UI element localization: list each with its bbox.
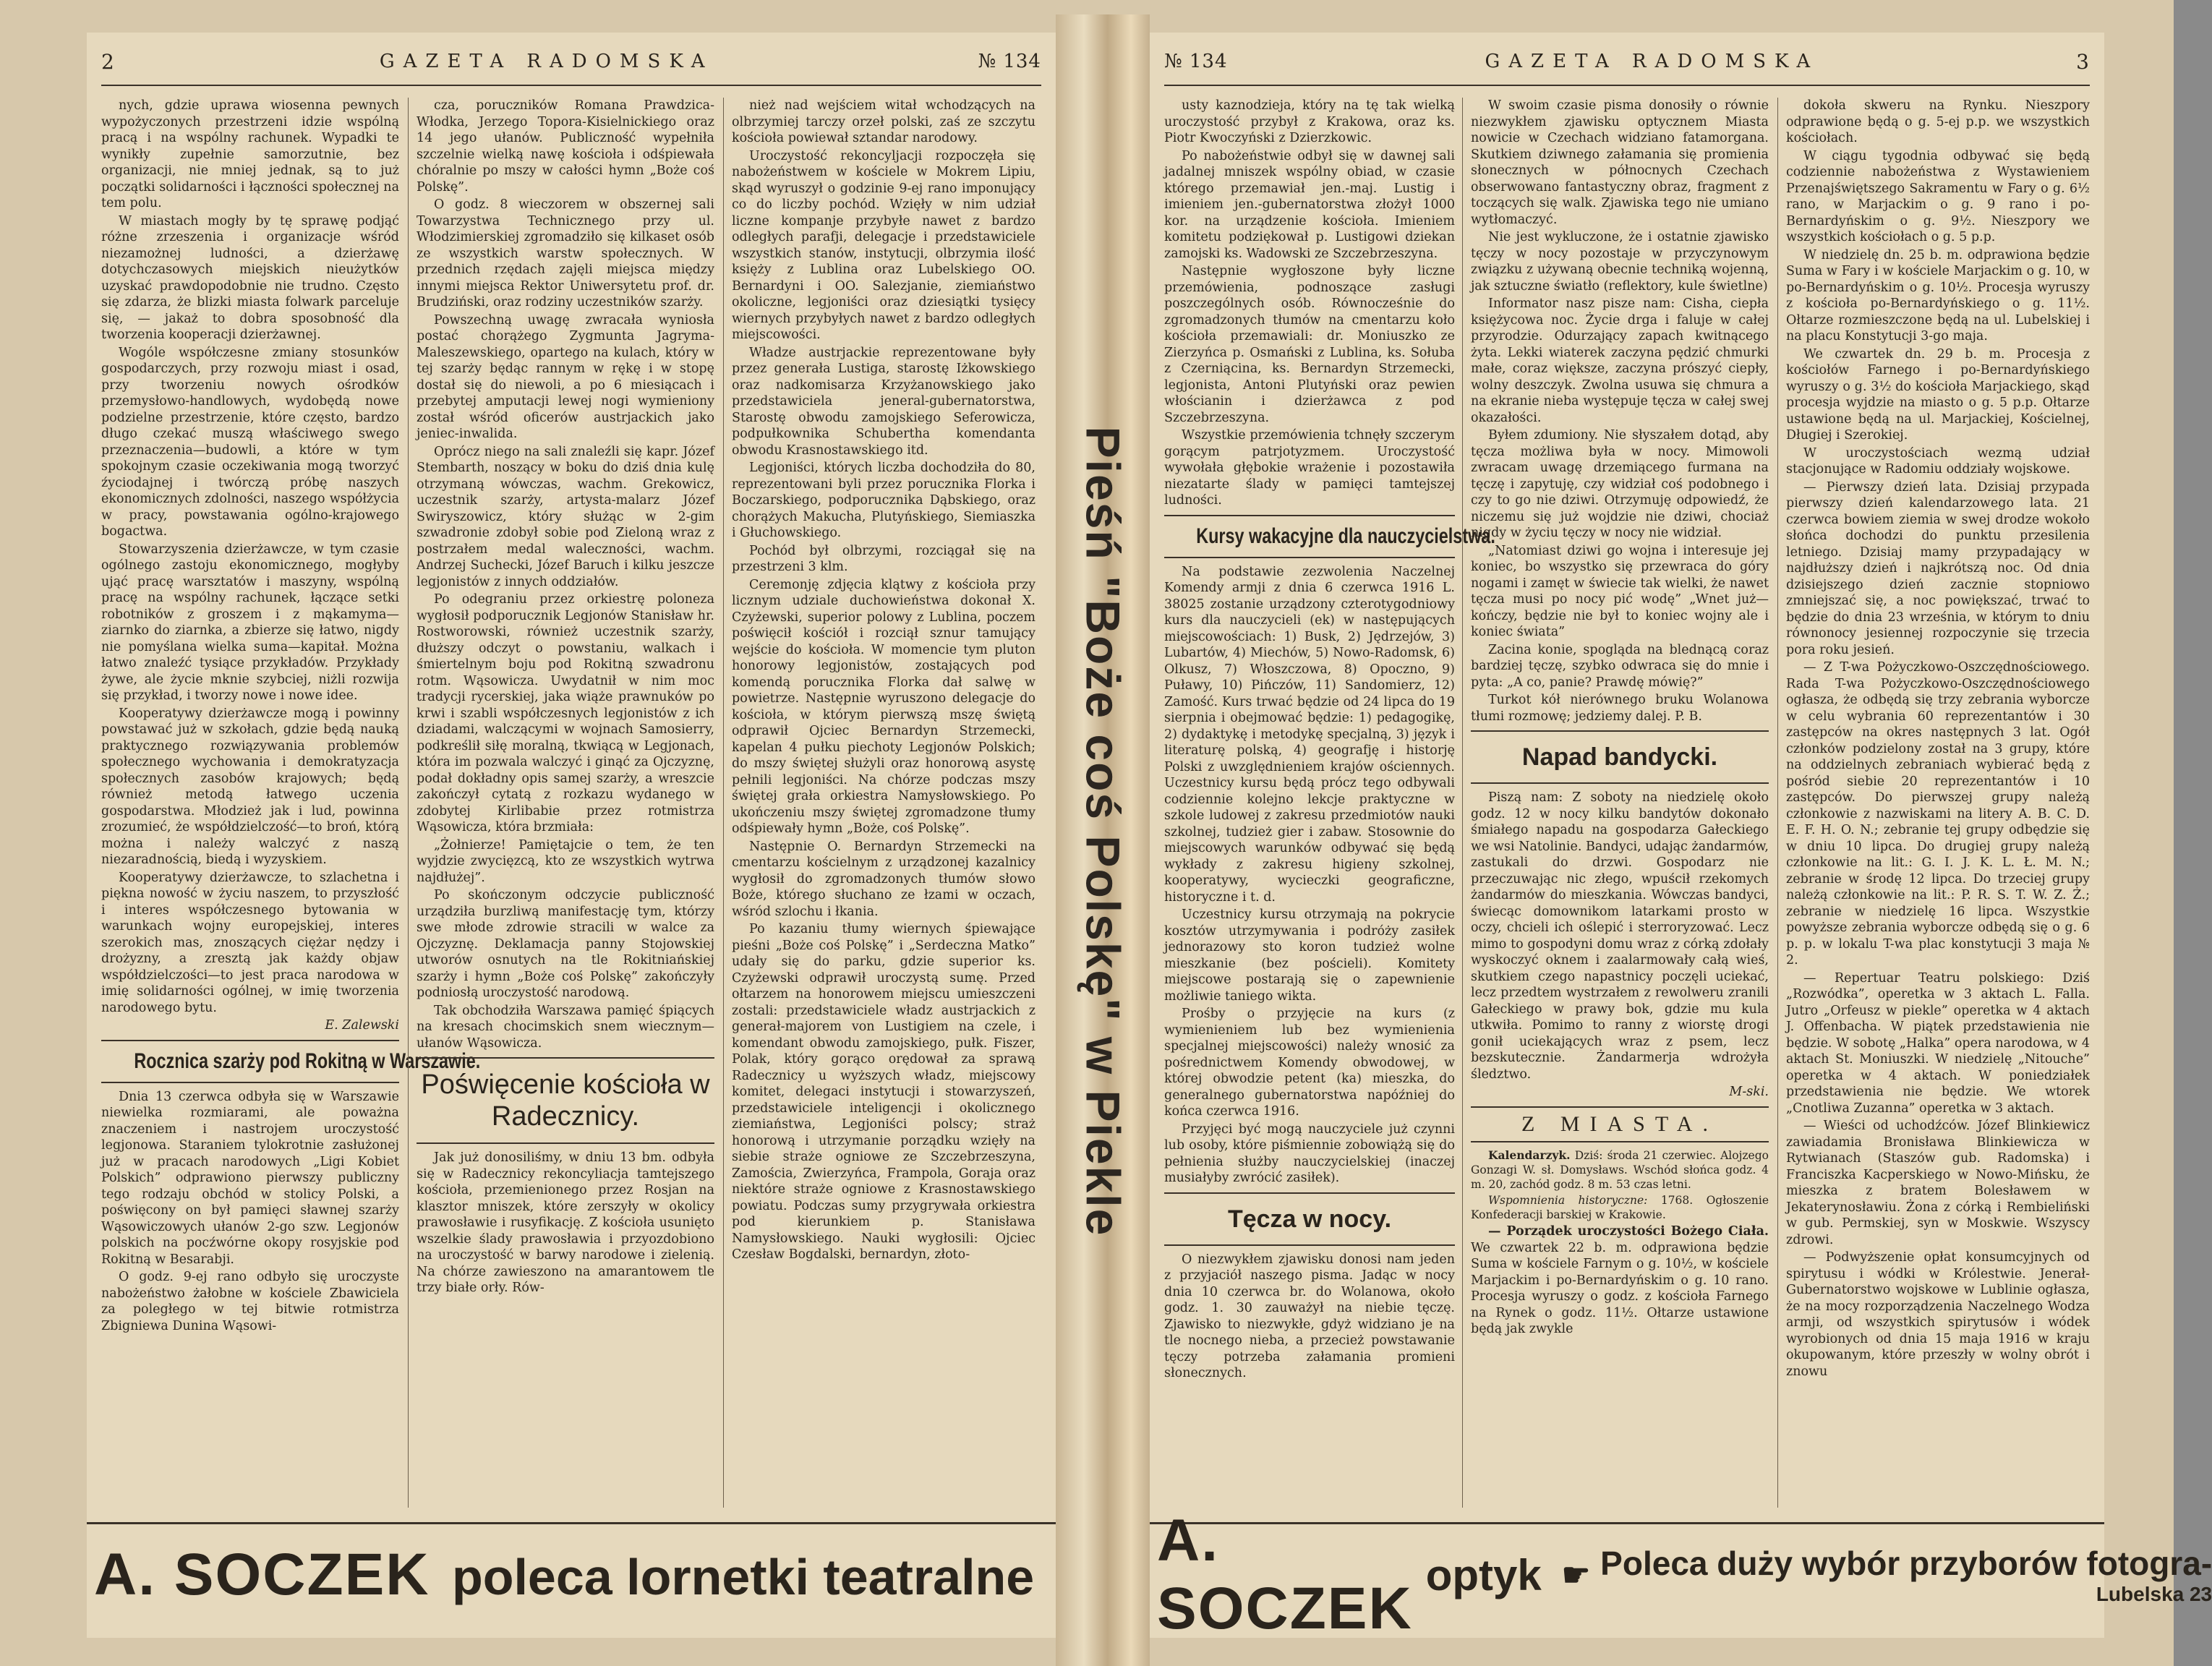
article-paragraph: Po skończonym odczycie publiczność urządziła burzliwą manifestację tym, którzy swe młode zdrowie stracili w walce za Ojczyznę. Deklamacja panny Stojowskiej utworów osnutych na tle Rokitniańskiej szarży i hymn „Boże coś Polskę” zakończyły podniosłą uroczystość narodową. <box>417 888 714 1000</box>
right-column-3 <box>1786 98 2090 1508</box>
article-divider <box>1471 730 1769 732</box>
article-paragraph: „Natomiast dziwi go wojna i interesuje jej koniec, bo wszystko się przewraca do góry nogami i zamęt w świecie tak wielki, że nawet tęcza musi po nocy pić wodę” „Wnet już—kończy, będzie nie był to koniec wojny ale i koniec świata” <box>1471 543 1769 639</box>
column-rule <box>408 98 409 1508</box>
article-divider <box>1471 782 1769 784</box>
article-signature: E. Zalewski <box>325 1018 399 1033</box>
article-paragraph: Następnie wygłoszone były liczne przemówienia, podnoszące zasługi poszczególnych osób. Równocześnie do zgromadzonych tłumów na cmentarzu koło kościoła przemawiali: dr. Moniuszko ze Zierzyńca p. Osmański z Lublina, ks. Sołuba z Czerniącina, ks. Bernardyn Strzemecki, legjonista, Antoni Plutyński oraz pewien włościanin i dzierżawca z pod Szczebrzeszyna. <box>1164 264 1455 425</box>
news-item <box>1471 1223 1769 1338</box>
article-paragraph: O niezwykłem zjawisku donosi nam jeden z przyjaciół naszego pisma. Jadąc w nocy dnia 10 czerwca br. do Wolanowa, około godz. 1. 30 zauważył na niebie tęczę. Zjawisko to niezwykłe, gdyż widziano je na tle nocnego nieba, a przecież powstawanie tęczy potrzeba załamania promieni słonecznych. <box>1164 1252 1455 1380</box>
column-rule <box>1462 98 1463 1508</box>
article-paragraph: Uczestnicy kursu otrzymają na pokrycie kosztów utrzymywania i podróży zasiłek jednorazowy sto koron tudzież wolne mieszkanie (bez pościeli). Komitety miejscowe postarają się o zapewnienie możliwie taniego wikta. <box>1164 907 1455 1004</box>
left-column-2 <box>417 98 714 1508</box>
advertisement-text: optyk <box>1425 1550 1542 1599</box>
article-paragraph: — Pierwszy dzień lata. Dzisiaj przypada pierwszy dzień kalendarzowego lata. 21 czerwca bowiem ziemia w swej drodze wokoło słońca dochodzi do punktu przesilenia letniego. Dzisiaj mamy przypadający w najdłuższy dzień i najkrótszą noc. Od dnia dzisiejszego dzień zacznie stopniowo zmniejszać się, a noc powiększać, trwać to będzie do dnia 23 września, w którym to dniu równonocy jesiennej rozpoczynie się trzecia pora roku jesień. <box>1786 479 2090 657</box>
right-column-2 <box>1471 98 1769 1508</box>
article-paragraph: W niedzielę dn. 25 b. m. odprawiona będzie Suma w Fary i w kościele Marjackim o g. 10, w po-Bernardyńskim o g. 10½. Procesja wyruszy z kościoła po-Bernardyńskiego o g. 11½. Ołtarze rozmieszczone będą na ul. Lubelskiej i na placu Konstytucji 3-go maja. <box>1786 247 2090 343</box>
article-paragraph: We czwartek dn. 29 b. m. Procesja z kościołów Farnego i po-Bernardyńskiego wyruszy o g. 3½ do kościoła Marjackiego, skąd procesja wyjdzie na miasto o g. 5 p.p. Ołtarze ustawione będą na ul. Marjackiej, Kościelnej, Długiej i Szerokiej. <box>1786 346 2090 443</box>
article-headline: Rocznica szarży pod Rokitną w Warszawie. <box>134 1048 481 1073</box>
history-note <box>1471 1193 1769 1222</box>
article-paragraph: Dnia 13 czerwca odbyła się w Warszawie niewielka rozmiarami, ale poważna znaczeniem i nastrojem uroczystość legjonowa. Staraniem tylokrotnie zasłużonej już w pracach narodowych „Ligi Kobiet Polskich” odprawiono pierwszy publiczny tego rodzaju obchód w stolicy Polski, a poświęcony on był pamięci sławnej szarży Wąsowiczowych ułanów 2-go szw. Legjonów polskich na pocźwórne okopy rosyjskie pod Rokitną w Besarabji. <box>101 1089 399 1267</box>
article-paragraph: Jak już donosiliśmy, w dniu 13 bm. odbyła się w Radecznicy rekoncyliacja tamtejszego kościoła, przemienionego przez Rosjan na klasztor mniszek, które zerszyły w okolicy prawosławie i rusyfikację. Z kościoła usunięto wszelkie ślady prawosławia i przyozdobiono na uroczystość w barwy narodowe i zielenią. Na chórze zawieszono na amarantowem tle trzy białe orły. Rów- <box>417 1150 714 1295</box>
article-headline: Tęcza w nocy. <box>1227 1205 1392 1233</box>
article-paragraph: — Repertuar Teatru polskiego: Dziś „Rozwódka”, operetka w 3 aktach L. Falla. Jutro „Orfeusz w piekle” operetka w 4 aktach J. Offenbacha. W piątek przedstawienia nie będzie. W sobotę „Halka” opera narodowa, w 4 aktach St. Moniuszki. W niedzielę „Nitouche” operetka w 4 aktach. W poniedziałek przedstawienia nie będzie. We wtorek „Cnotliwa Zuzanna” operetka w 3 aktach. <box>1786 970 2090 1116</box>
header-rule <box>1164 85 2090 86</box>
right-page <box>1150 33 2212 1641</box>
article-paragraph: Kooperatywy dzierżawcze mogą i powinny powstawać już w szkołach, gdzie będą nauką praktycznego rozwiązywania problemów społecznego wychowania i demokratyzacja społecznych zasobów krajowych; będą również metodą łatwego uczenia gospodarstwa. Młodzież jak i lud, powinna zrozumieć, że współdzielczość—to broń, którą można i należy walczyć z naszą niezaradnością, biedą i wyzyskiem. <box>101 706 399 867</box>
advertiser-name: A. SOCZEK <box>1157 1508 1413 1641</box>
article-paragraph: Turkot kół nierównego bruku Wolanowa tłumi rozmowę; jedziemy dalej. P. B. <box>1471 693 1769 724</box>
article-paragraph: Byłem zdumiony. Nie słyszałem dotąd, aby tęcza możliwa była w nocy. Mimowoli zwracam uwagę drzemiącego furmana na tęczę i zapytuję, czy widział coś podobnego i czy to go nie dziwi. Otrzymuję odpowiedź, że niczemu się już wojdzie nie dziwi, chociaż nigdy w życiu tęczy w nocy nie widział. <box>1471 428 1769 540</box>
article-paragraph: nież nad wejściem witał wchodzących na olbrzymiej tarczy orzeł polski, zaś ze szczytu kościoła powiewał sztandar narodowy. <box>732 98 1035 145</box>
spine-text: Pieśń "Boże coś Polskę" w Piekle <box>1076 426 1130 1237</box>
article-paragraph: Na podstawie zezwolenia Naczelnej Komendy armji z dnia 6 czerwca 1916 L. 38025 zostanie urządzony czterotygodniowy kurs dla nauczycieli (ek) w następujących miejscowościach: 1) Busk, 2) Jędrzejów, 3) Lubartów, 4) Miechów, 5) Nowo-Radomsk, 6) Olkusz, 7) Włoszczowa, 8) Opoczno, 9) Puławy, 10) Pińczów, 11) Sandomierz, 12) Zamość. Kurs trwać będzie od 24 lipca do 19 sierpnia i obejmować będzie: 1) pedagogikę, 2) dydaktykę i metodykę specjalną, 3) język i literaturę polską, 4) geografję i historję Polski z uwzględnieniem krajów ościennych. Uczestnicy kursu będą prócz tego odbywali codziennie kolejno lekcje praktyczne w szkole ludowej z zakresu przedmiotów nauki szkolnej, tudzież gier i zabaw. Stosownie do miejscowych warunków odbywać się będą wykłady z zakresu higieny szkolnej, kooperatywy, wycieczki geograficzne, historyczne i t. d. <box>1164 564 1455 905</box>
page-number: 2 <box>101 49 115 74</box>
article-paragraph: Przyjęci być mogą nauczyciele już czynni lub osoby, które piśmiennie zobowiążą się do pełnienia służby nauczycielskiej (inaczej musiałyby zwrócić zasiłek). <box>1164 1122 1455 1185</box>
article-paragraph: Piszą nam: Z soboty na niedzielę około godz. 12 w nocy kilku bandytów dokonało śmiałego napadu na gospodarza Gałeckiego we wsi Natolinie. Bandyci, udając żandarmów, zastukali do drzwi. Gospodarz nie przeczuwając nic złego, wpuścił rzekomych żandarmów do mieszkania. Wówczas bandyci, świecąc domownikom latarkami prosto w oczy, chcieli ich oślepić i sterroryzować. Lecz mimo to gospodyni domu wraz z córką zdołały wyskoczyć oknem i zaalarmowały całą wieś, skutkiem czego napastnicy poczęli uciekać, lecz przedtem wystrzałem z rewolweru zranili Gałeckiego w prawy bok, gdzie mu kula utkwiła. Pomimo to ranny z wiorstę drogi gonił uciekających wraz z psem, lecz bezskutecznie. Żandarmerja wdrożyła śledztwo. <box>1471 790 1769 1082</box>
history-label: Wspomnienia historyczne: <box>1488 1194 1648 1207</box>
masthead-title: GAZETA RADOMSKA <box>379 51 714 72</box>
article-headline: Napad bandycki. <box>1521 743 1718 771</box>
article-paragraph: Tak obchodziła Warszawa pamięć śpiących na kresach chocimskich snem wiecznym—ułanów Wąsowicza. <box>417 1003 714 1051</box>
article-paragraph: Wogóle współczesne zmiany stosunków gospodarczych, przy rozwoju miast i osad, przy tworzeniu nowych ośrodków przemysłowo-handlowych, wydobędą nowe podzielne przestrzenie, które często, bardzo długo czekać muszą właściwego swego przeznaczenia—budowli, a które w tym spokojnym czasie oczekiwania mogą tworzyć źyciodajnej i twórczą próbę naszych ekonomicznych zdolności, naszego współżycia w pracy, powstawania ogólno-krajowego bogactwa. <box>101 345 399 539</box>
article-paragraph: Informator nasz pisze nam: Cisha, ciepła księżycowa noc. Życie drga i faluje w całej przyrodzie. Odurzający zapach kwitnącego żyta. Lekki wiaterek zaczyna pędzić chmurki małe, coraz większe, zaczyna prószyć ciepły, wolny deszczyk. Zwolna usuwa się chmura a na ekranie nieba występuje tęcza w całej swej okazałości. <box>1471 296 1769 425</box>
article-paragraph: Pochód był olbrzymi, rozciągał się na przestrzeni 3 klm. <box>732 543 1035 574</box>
article-paragraph: „Żołnierze! Pamiętajcie o tem, że ten wyjdzie zwycięzcą, kto ze wszystkich wytrwa najdłużej”. <box>417 837 714 885</box>
calendar-label: Kalendarzyk. <box>1488 1148 1571 1162</box>
article-paragraph: Legjoniści, których liczba dochodziła do 80, reprezentowani byli przez porucznika Florka i Boczarskiego, podporucznika Dąbskiego, oraz chorążych Makucha, Plutyńskiego, Siemiaszka i Głuchowskiego. <box>732 461 1035 540</box>
article-paragraph: Zacina konie, spogląda na blednącą coraz bardziej tęczę, szybko odwraca się do mnie i pyta: „A co, panie? Prawdę mówię?” <box>1471 642 1769 690</box>
article-paragraph: W swoim czasie pisma donosiły o równie niezwykłem zjawisku optycznem Miasta nowicie w Czechach widziano fatamorgana. Skutkiem dziwnego załamania się promienia słonecznych w północnych Czechach obserwowano fantastyczny obraz, fragment z toczących się walk. Zjawiska tego nie umiano wytłomaczyć. <box>1471 98 1769 227</box>
article-divider <box>417 1142 714 1144</box>
pointing-hand-icon: ☛ <box>1561 1557 1591 1593</box>
article-paragraph: Ceremonję zdjęcia klątwy z kościoła przy licznym udziale duchowieństwa dokonał X. Czyżewski, superior polowy z Lublina, poczem poświęcił kościół i rozciął sznur tamujący wejście do kościoła. W momencie tym pluton honorowy legjonistów, zostających pod komendą porucznika Florka dał salwę w powietrze. Następnie wyruszono delegacje do kościoła, w którym pierwszą mszę świętą odprawił Ojciec Bernardyn Strzemecki, kapelan 4 pułku piechoty Legjonów Polskich; do mszy świętej służyli oraz honorową asystę pełnili legjoniści. Na chórze podczas mszy świętej grała orkiestra Namysłowskiego. Po ukończeniu mszy świętej zgromadzone tłumy odśpiewały hymn „Boże, coś Polskę”. <box>732 577 1035 836</box>
article-paragraph: — Z T-wa Pożyczkowo-Oszczędnościowego. Rada T-wa Pożyczkowo-Oszczędnościowego ogłasza, że odbędą się trzy zebrania wyborcze w celu wybrania 60 reprezentantów i 30 zastępców na okres następnych 3 lat. Ogół członków podzielony został na 3 grupy, które na oddzielnych zebraniach wybierać będą z pośród siebie 20 reprezentantów i 10 zastępców. Do pierwszej grupy należą członkowie z nazwiskami na litery A. B. C. D. E. F. H. O. N.; zebranie tej grupy odbędzie się w dniu 10 lipca. Do drugiej grupy należą członkowie na lit.: G. I. J. K. L. Ł. M. N.; zebranie w środę 12 lipca. Do trzeciej grupy należą członkowie na lit.: P. R. S. T. W. Z. Ż.; zebranie w niedzielę 16 lipca. Wszystkie powyższe zebrania wyborcze odbędą się o g. 6 p. p. w lokalu T-wa plac konstytucji 3 maja № 2. <box>1786 660 2090 967</box>
article-divider <box>417 1057 714 1059</box>
advertiser-name: A. SOCZEK <box>94 1542 430 1607</box>
issue-number: № 134 <box>1164 51 1228 72</box>
article-paragraph: Władze austrjackie reprezentowane były przez generała Lustiga, starostę Iżkowskiego oraz nadkomisarza Krzyżanowskiego jako przedstawiciela jeneral-gubernatorstwa, Starostę obwodu zamojskiego Seferowicza, podpułkownika Schubertha komendanta obwodu Krasnostawskiego itd. <box>732 345 1035 458</box>
section-divider <box>1471 1106 1769 1108</box>
history-text: 1768. Ogłoszenie Konfederacji barskiej w Krakowie. <box>1471 1194 1769 1221</box>
article-divider <box>1164 557 1455 558</box>
calendar-text: Dziś: środa 21 czerwiec. Alojzego Gonzagi W. sł. Domysławs. Wschód słońca godz. 4 m. 20, zachód godz. 8 m. 53 czas letni. <box>1471 1149 1769 1191</box>
calendar-note <box>1471 1148 1769 1192</box>
article-paragraph: O godz. 9-ej rano odbyło się uroczyste nabożeństwo żałobne w kościele Zbawiciela za poległego w tej bitwie rotmistrza Zbigniewa Dunina Wąsowi- <box>101 1270 399 1333</box>
right-column-1 <box>1164 98 1495 1508</box>
article-divider <box>1164 515 1455 516</box>
article-paragraph: Kooperatywy dzierżawcze, to szlachetna i piękna nowość w życiu naszem, to przyszłość i interes współczesnego bytowania w warunkach wojny europejskiej, interes szerokich mas, znoszących ciężar nędzy i drożyzny, a zresztą jak każdy objaw współdzielczości—to jest praca narodowa w imię solidarności ogólnej, w imię tworzenia narodowego bytu. <box>101 870 399 1015</box>
masthead-title: GAZETA RADOMSKA <box>1485 51 1819 72</box>
section-heading: Z MIASTA. <box>1521 1111 1718 1136</box>
spine-headline <box>1063 108 1143 1555</box>
right-page-header <box>1164 40 2090 83</box>
article-paragraph: usty kaznodzieja, który na tę tak wielką uroczystość przybył z Krakowa, oraz ks. Piotr Kwoczyński z Dzierzkowic. <box>1164 98 1455 145</box>
article-paragraph: W ciągu tygodnia odbywać się będą codziennie nabożeństwa z Wystawieniem Przenajświętszego Sakramentu w Fary o g. 6½ rano, w Marjackim o g. 9 rano i po-Bernardyńskim o g. 9½. Nieszpory we wszystkich kościołach o g. 5 p.p. <box>1786 148 2090 244</box>
article-paragraph: cza, poruczników Romana Prawdzica-Włodka, Jerzego Topora-Kisielnickiego oraz 14 jego ułanów. Publiczność wypełniła szczelnie wielką nawę kościoła i odśpiewała chóralnie po mszy w całości hymn „Boże coś Polskę”. <box>417 98 714 195</box>
article-paragraph: O godz. 8 wieczorem w obszernej sali Towarzystwa Technicznego przy ul. Włodzimierskiej zgromadziło się kilkaset osób ze wszystkich warstw społecznych. W przednich rzędach zajęli miejsca między innymi miejsca Rektor Uniwersytetu prof. dr. Brudziński, oraz rodziny uczestników szarży. <box>417 197 714 309</box>
news-item-text: We czwartek 22 b. m. odprawiona będzie Suma w kościele Farnym o g. 10½, w kościele Marjackim i po-Bernardyńskim o g. 10 rano. Procesja wyruszy o godz. z kościoła Farnego na Rynek o godz. 11½. Ołtarze ustawione będą jak zwykle <box>1471 1240 1769 1336</box>
left-page-header <box>101 40 1041 83</box>
article-paragraph: Stowarzyszenia dzierżawcze, w tym czasie ogólnego zastoju ekonomicznego, mogłyby ująć pracę warsztatów i maszyny, wspólną pracę na wspólny rachunek, łączące setki robotników z groszem i z mąkamyma—ziarnko do ziarnka, a zbierze się łatwo, nigdy nie pomyślana wielka suma—kapitał. Można łatwo znaleźć tysiące przykładów. Przykłady żywe, ale życie mknie szybciej, niżli rozwija się przykład, i tworzy nowe i nowe idee. <box>101 542 399 703</box>
column-rule <box>723 98 724 1508</box>
advertisement-left <box>87 1522 1056 1626</box>
article-paragraph: Po odegraniu przez orkiestrę poloneza wygłosił podporucznik Legjonów Stanisław hr. Rostworowski, również uczestnik szarży, dłuższy odczyt o powstaniu, walkach i śmiertelnym boju pod Rokitną szwadronu rotm. Wąsowicza. Uwydatnił w nim moc tradycji rycerskiej, jaka wiąże prawnuków po krwi i szabli współczesnych legjonistów z ich dziadami, walczącymi w wojnach Samosierry, podkreślił siłę moralną, tkwiącą w Legjonach, która im pozwala walczyć i ginąć za Ojczyznę, podał dokładny opis samej szarży, a wreszcie zakończył cytatą z rozkazu wydanego w zdobytej Kirlibabie przez rotmistrza Wąsowicza, która brzmiała: <box>417 592 714 834</box>
article-paragraph: nych, gdzie uprawa wiosenna pewnych wypożyczonych przestrzeni idzie wspólną pracą i na wspólny rachunek. Wypadki te wynikły zupełnie samorzutnie, bez organizacji, nie mniej jednak, są to już początki solidarności i łączności społecznej na tem polu. <box>101 98 399 210</box>
article-paragraph: — Wieści od uchodźców. Józef Blinkiewicz zawiadamia Bronisława Blinkiewicza w Rytwianach (Staszów gub. Radomska) i Franciszka Kacperskiego w Nowo-Mińsku, że mieszka z bratem Bolesławem w Jekaterynosławiu. Żona z córką i Rembieliński w gub. Permskiej, syn w Moskwie. Wszyscy zdrowi. <box>1786 1119 2090 1247</box>
article-paragraph: W miastach mogły by tę sprawę podjąć różne zrzeszenia i organizacje wśród niezamożnej ludności, a dzierżawę dotychczasowych miejskich nieużytków uzyskać prawdopodobnie nie trudno. Często się zdarza, że blizki miasta folwark parceluje się, — jakaż to dobra sposobność dla tworzenia kooperacji dzierżawnej. <box>101 213 399 342</box>
article-paragraph: Oprócz niego na sali znaleźli się kapr. Józef Stembarth, noszący w boku do dziś dnia kulę otrzymaną wówczas, wachm. Grekowicz, uczestnik szarży, artysta-malarz Józef Swiryszowicz, który służąc w 2-gim szwadronie zdobył sobie pod Zieloną wraz z postrzałem medal waleczności, wachm. Andrzej Suchecki, Józef Baruch i kilku jeszcze legjonistów z innych oddziałów. <box>417 444 714 589</box>
article-paragraph: Powszechną uwagę zwracała wyniosła postać chorążego Zygmunta Jagryma-Maleszewskiego, opartego na kulach, który w tej szarży będąc rannym w rękę i w stopę dostał się do niewoli, a po 6 miesiącach i przebytej amputacji lewej nogi wymieniony został wśród oficerów austrjackich jako jeniec-inwalida. <box>417 312 714 441</box>
article-divider <box>101 1082 399 1083</box>
article-divider <box>101 1040 399 1041</box>
article-divider <box>1164 1244 1455 1246</box>
section-divider <box>1471 1141 1769 1142</box>
article-paragraph: Uroczystość rekoncyljacji rozpoczęła się nabożeństwem w kościele w Mokrem Lipiu, skąd wyruszył o godzinie 9-ej rano imponujący co do liczby pochód. Wzięły w nim udział liczne kompanje przybyłe nawet z bardzo odległych parafji, delegacje i przedstawiciele wszystkich stanów, instytucji, olbrzymia ilość księży z Lublina oraz Lubelskiego OO. Bernardyni i OO. Salezjanie, ziemiaństwo okoliczne, legjoniści oraz dziesiątki tysięcy wiernych przybyłych nawet z bardzo odległych miejscowości. <box>732 148 1035 342</box>
advertisement-text: poleca lornetki teatralne <box>451 1549 1035 1605</box>
advertisement-right <box>1150 1508 2212 1641</box>
article-headline: Kursy wakacyjne dla nauczycielstwa. <box>1196 524 1495 548</box>
article-headline: Poświęcenie kościoła w Radecznicy. <box>421 1069 710 1132</box>
article-divider <box>1164 1192 1455 1194</box>
left-column-1 <box>101 98 481 1508</box>
article-paragraph: — Podwyższenie opłat konsumcyjnych od spirytusu i wódki w Królestwie. Jenerał-Gubernatorstwo wojskowe w Lublinie ogłasza, że na mocy rozporządzenia Naczelnego Wodza armji, od wszystkich spirytusów i wódek wyrobionych od dnia 15 maja 1916 w kraju okupowanym, które przeszły w wolny obrót i znowu <box>1786 1250 2090 1379</box>
article-paragraph: Po kazaniu tłumy wiernych śpiewające pieśni „Boże coś Polskę” i „Serdeczna Matko” udały się do parku, gdzie superior ks. Czyżewski odprawił uroczystą sumę. Przed ołtarzem na honorowem miejscu umieszczeni zostali: przedstawiciele władz austrjackich z generał-majorem von Lustigiem na czele, i komendant obwodu zamojskiego, pułk. Fiszer, Polak, który gorąco orędował za sprawą Radecznicy u wyższych władz, miejscowy komitet, delegaci instytucji i stowarzyszeń, przedstawiciele inteligencji i okolicznego ziemiaństwa, Legjoniści polscy; straż honorową i utrzymanie porządku wzięły na siebie straże ogniowe ze Szczebrzeszyna, Zamościa, Zwierzyńca, Frampola, Goraja oraz niektóre straże ogniowe z Krasnostawskiego powiatu. Podczas sumy przygrywała orkiestra pod kierunkiem p. Stanisława Namysłowskiego. Nauki wygłosili: Ojciec Czesław Bogdalski, bernardyn, złoto- <box>732 922 1035 1262</box>
issue-number: № 134 <box>978 51 1041 72</box>
news-item-title: — Porządek uroczystości Bożego Ciała. <box>1488 1224 1769 1239</box>
article-paragraph: dokoła skweru na Rynku. Nieszpory odprawione będą o g. 5-ej p.p. we wszystkich kościołach. <box>1786 98 2090 145</box>
column-rule <box>1777 98 1778 1508</box>
left-page <box>87 33 1056 1638</box>
article-paragraph: W uroczystościach wezmą udział stacjonujące w Radomiu oddziały wojskowe. <box>1786 445 2090 477</box>
article-paragraph: Następnie O. Bernardyn Strzemecki na cmentarzu kościelnym z urządzonej kazalnicy wygłosił do zgromadzonych tłumów słowo Boże, którego słuchano ze łzami w oczach, wśród szlochu i łkania. <box>732 839 1035 919</box>
header-rule <box>101 85 1041 86</box>
article-signature: M-ski. <box>1729 1085 1769 1099</box>
article-paragraph: Prośby o przyjęcie na kurs (z wymienieniem lub bez wymienienia specjalnej miejscowości) należy wnosić za pośrednictwem Komendy obwodowej, w której obwodzie petent (ka) mieszka, do generalnego gubernatorstwa napóźniej do końca czerwca 1916. <box>1164 1007 1455 1119</box>
article-paragraph: Wszystkie przemówienia tchnęły szczerym gorącym patrjotyzmem. Uroczystość wywołała głębokie wrażenie i pozostawiła niezatarte ślady w pamięci tamtejszej ludności. <box>1164 428 1455 508</box>
page-number: 3 <box>2076 49 2090 74</box>
article-paragraph: Nie jest wykluczone, że i ostatnie zjawisko tęczy w nocy pozostaje w przyczynowym związku z używaną obecnie techniką wojenną, jak sztuczne światło (reflektory, kule świetlne) <box>1471 230 1769 294</box>
article-paragraph: Po nabożeństwie odbył się w dawnej sali jadalnej mniszek wspólny obiad, w czasie którego przemawiał jen.-maj. Lustig i imieniem jen.-gubernatorstwa złożył 1000 kor. na urządzenie kościoła. Imieniem komitetu podziękował p. Lustigowi dziekan zamojski ks. Wadowski ze Szczebrzeszyna. <box>1164 148 1455 261</box>
left-column-3 <box>732 98 1035 1508</box>
advertisement-address: Lubelska 23 <box>2096 1583 2212 1605</box>
advertisement-offer: Poleca duży wybór przyborów fotogra- Lubelska 23 <box>1600 1545 2212 1605</box>
